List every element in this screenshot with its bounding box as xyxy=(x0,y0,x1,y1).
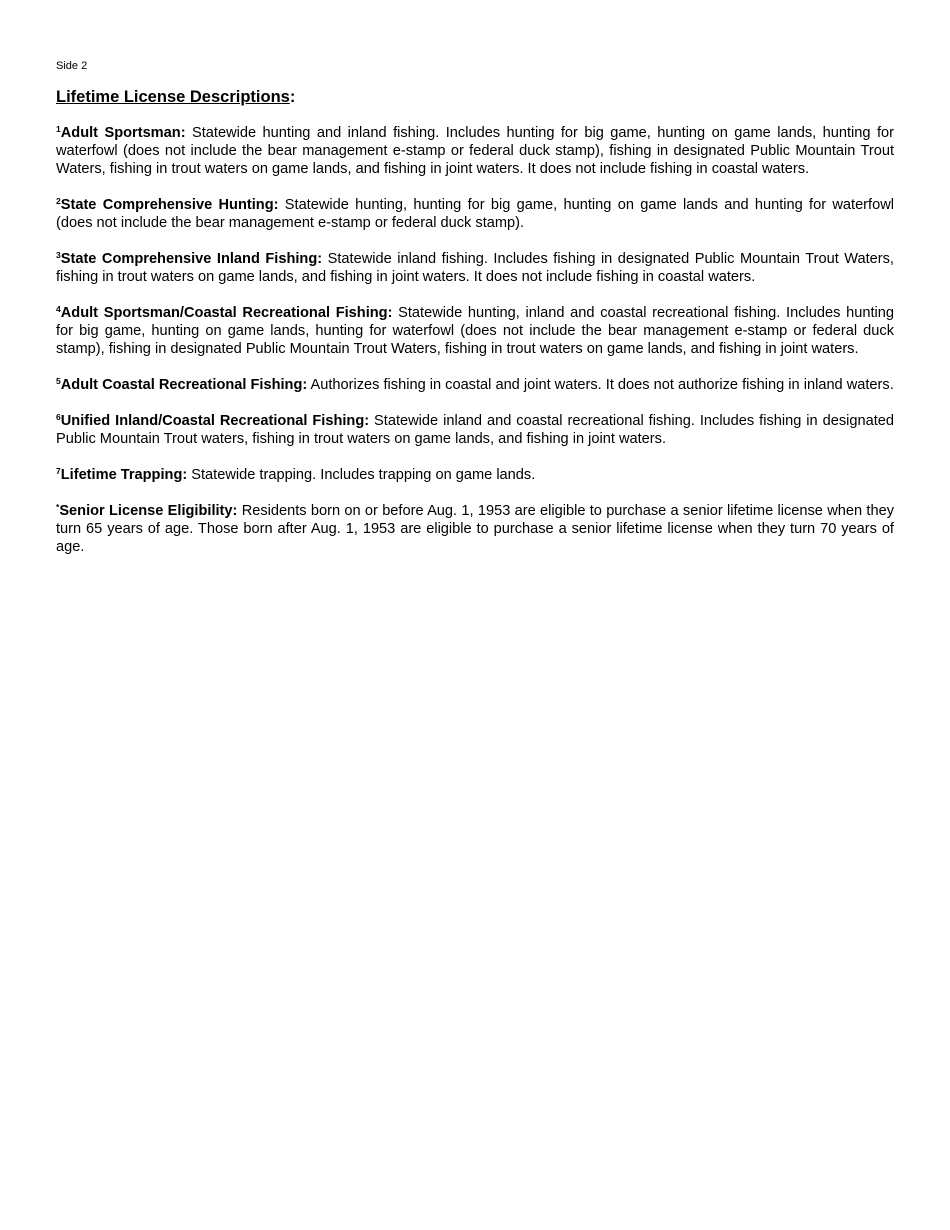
license-term: Adult Sportsman/Coastal Recreational Fishing: xyxy=(60,305,393,321)
license-description-state-comprehensive-inland-fishing xyxy=(56,250,894,286)
footnote-marker: 4 xyxy=(56,304,61,314)
license-description-lifetime-trapping xyxy=(56,466,894,484)
license-description-state-comprehensive-hunting xyxy=(56,196,894,232)
license-term: State Comprehensive Inland Fishing: xyxy=(60,251,323,267)
license-term: State Comprehensive Hunting: xyxy=(60,197,279,213)
license-term: Adult Sportsman: xyxy=(60,125,186,141)
page-title-text: Lifetime License Descriptions xyxy=(56,88,290,106)
footnote-marker: 2 xyxy=(56,196,61,206)
license-description-unified-inland-coastal-fishing xyxy=(56,412,894,448)
license-description-adult-sportsman-coastal xyxy=(56,304,894,358)
license-text: Statewide trapping. Includes trapping on game lands. xyxy=(187,467,536,483)
license-term: Senior License Eligibility: xyxy=(59,503,238,519)
page-title xyxy=(56,86,894,108)
license-term: Lifetime Trapping: xyxy=(60,467,188,483)
footnote-marker: 3 xyxy=(56,250,61,260)
page-side-label: Side 2 xyxy=(56,60,88,72)
license-text: Statewide hunting and inland fishing. Includes hunting for big game, hunting on game lands, hunting for waterfowl (does not include the bear management e-stamp or federal duck stamp), fishing in designated Public Mountain Trout Waters, fishing in trout waters on game lands, and fishing in joint waters. It does not include fishing in coastal waters. xyxy=(56,125,894,177)
license-description-adult-sportsman xyxy=(56,124,894,178)
license-text: Statewide inland fishing. Includes fishing in designated Public Mountain Trout Waters, fishing in trout waters on game lands, and fishing in joint waters. It does not include fishing in coastal waters. xyxy=(56,251,894,285)
footnote-marker: 1 xyxy=(56,124,61,134)
license-text: Residents born on or before Aug. 1, 1953 are eligible to purchase a senior lifetime license when they turn 65 years of age. Those born after Aug. 1, 1953 are eligible to purchase a senior lifetime license when they turn 70 years of age. xyxy=(56,503,894,555)
license-text: Statewide inland and coastal recreational fishing. Includes fishing in designated Public Mountain Trout waters, fishing in trout waters on game lands, and fishing in joint waters. xyxy=(56,413,894,447)
page-title-colon: : xyxy=(289,88,296,106)
footnote-marker: 5 xyxy=(56,376,61,386)
license-description-adult-coastal-recreational-fishing xyxy=(56,376,894,394)
footnote-marker: 6 xyxy=(56,412,61,422)
license-text: Authorizes fishing in coastal and joint waters. It does not authorize fishing in inland waters. xyxy=(307,377,894,393)
license-description-senior-eligibility xyxy=(56,502,894,556)
license-text: Statewide hunting, inland and coastal recreational fishing. Includes hunting for big game, hunting on game lands, hunting for waterfowl (does not include the bear management e-stamp or federal duck stamp), fishing in designated Public Mountain Trout Waters, fishing in trout waters on game lands, and fishing in joint waters. xyxy=(56,305,894,357)
footnote-marker: 7 xyxy=(56,466,61,476)
footnote-marker: * xyxy=(56,502,60,512)
document-page xyxy=(56,58,894,574)
license-term: Adult Coastal Recreational Fishing: xyxy=(60,377,308,393)
license-term: Unified Inland/Coastal Recreational Fishing: xyxy=(60,413,370,429)
license-text: Statewide hunting, hunting for big game, hunting on game lands and hunting for waterfowl (does not include the bear management e-stamp or federal duck stamp). xyxy=(56,197,894,231)
